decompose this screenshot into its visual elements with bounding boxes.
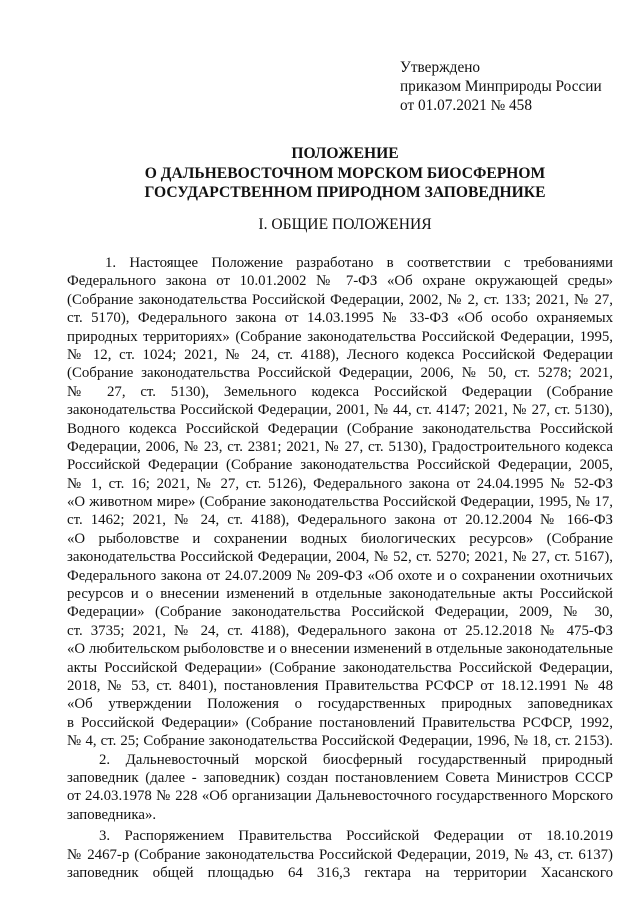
text-line: Российской Федерации (Собрание законодательства Российской Федерации, 2005, bbox=[67, 457, 613, 474]
text-line: (Собрание законодательства Российской Федерации, 2002, № 2, ст. 133; 2021, № 27, bbox=[67, 291, 613, 308]
text-line: ст. 5170), Федерального закона от 14.03.1995 № 33-ФЗ «Об особо охраняемых bbox=[67, 310, 613, 327]
approval-line-1: Утверждено bbox=[400, 59, 481, 76]
approval-stamp bbox=[400, 58, 602, 115]
document-title bbox=[60, 144, 630, 203]
text-line: от 24.03.1978 № 228 «Об организации Дальневосточного государственного Морского bbox=[67, 788, 613, 805]
text-line: законодательства Российской Федерации, 2001, № 44, ст. 4147; 2021, № 27, ст. 5130), bbox=[67, 402, 613, 419]
text-line: № 4, ст. 25; Собрание законодательства Российской Федерации, 1996, № 18, ст. 2153). bbox=[67, 733, 613, 750]
text-line: «О животном мире» (Собрание законодательства Российской Федерации, 1995, № 17, bbox=[67, 494, 613, 511]
approval-line-2: приказом Минприроды России bbox=[400, 78, 602, 95]
text-line: Водного кодекса Российской Федерации (Собрание законодательства Российской bbox=[67, 420, 613, 437]
text-line: ст. 1462; 2021, № 24, ст. 4188), Федерального закона от 20.12.2004 № 166-ФЗ bbox=[67, 512, 613, 529]
text-line: 3. Распоряжением Правительства Российской Федерации от 18.10.2019 bbox=[99, 828, 613, 845]
title-line-3: ГОСУДАРСТВЕННОМ ПРИРОДНОМ ЗАПОВЕДНИКЕ bbox=[144, 184, 546, 201]
text-line: «Об утверждении Положения о государственных природных заповедниках bbox=[67, 696, 613, 713]
text-line: заповедник (далее - заповедник) создан постановлением Совета Министров СССР bbox=[67, 769, 613, 786]
text-line: ресурсов и о внесении изменений в отдельные законодательные акты Российской bbox=[67, 586, 613, 603]
text-line: природных территориях» (Собрание законодательства Российской Федерации, 1995, bbox=[67, 328, 613, 345]
text-line: 2. Дальневосточный морской биосферный государственный природный bbox=[99, 751, 613, 768]
text-line: ст. 3735; 2021, № 24, ст. 4188), Федерального закона от 25.12.2018 № 475-ФЗ bbox=[67, 622, 613, 639]
section-heading: I. ОБЩИЕ ПОЛОЖЕНИЯ bbox=[258, 216, 432, 233]
paragraph-2 bbox=[67, 751, 613, 825]
approval-line-3: от 01.07.2021 № 458 bbox=[400, 97, 532, 114]
text-line: Федерального закона от 24.07.2009 № 209-ФЗ «Об охоте и о сохранении охотничьих bbox=[67, 567, 613, 584]
text-line: «О любительском рыболовстве и о внесении изменений в отдельные законодательные bbox=[67, 641, 613, 658]
text-line: заповедник общей площадью 64 316,3 гектара на территории Хасанского bbox=[67, 864, 613, 881]
body-text bbox=[67, 254, 613, 882]
paragraph-3 bbox=[67, 827, 613, 882]
paragraph-1 bbox=[67, 254, 613, 751]
text-line: акты Российской Федерации» (Собрание законодательства Российской Федерации, bbox=[67, 659, 613, 676]
text-line: в Российской Федерации» (Собрание постановлений Правительства РСФСР, 1992, bbox=[67, 714, 613, 731]
text-line: Федерации, 2006, № 23, ст. 2381; 2021, № 27, ст. 5130), Градостроительного кодекса bbox=[67, 438, 613, 455]
title-line-2: О ДАЛЬНЕВОСТОЧНОМ МОРСКОМ БИОСФЕРНОМ bbox=[144, 164, 546, 182]
text-line: заповедника». bbox=[67, 806, 157, 823]
text-line: Федерации» (Собрание законодательства Российской Федерации, 2009, № 30, bbox=[67, 604, 613, 621]
text-line: Федерального закона от 10.01.2002 № 7-ФЗ «Об охране окружающей среды» bbox=[67, 273, 613, 290]
text-line: 1. Настоящее Положение разработано в соответствии с требованиями bbox=[105, 255, 613, 271]
text-line: (Собрание законодательства Российской Федерации, 2006, № 50, ст. 5278; 2021, bbox=[67, 365, 613, 382]
text-line: законодательства Российской Федерации, 2004, № 52, ст. 5270; 2021, № 27, ст. 5167), bbox=[67, 549, 613, 566]
text-line: № 27, ст. 5130), Земельного кодекса Российской Федерации (Собрание bbox=[67, 383, 613, 400]
text-line: № 1, ст. 16; 2021, № 27, ст. 5126), Федерального закона от 24.04.1995 № 52-ФЗ bbox=[67, 475, 613, 492]
text-line: «О рыболовстве и сохранении водных биологических ресурсов» (Собрание bbox=[67, 530, 613, 547]
text-line: 2018, № 53, ст. 8401), постановления Правительства РСФСР от 18.12.1991 № 48 bbox=[67, 677, 613, 694]
text-line: № 2467-р (Собрание законодательства Российской Федерации, 2019, № 43, ст. 6137) bbox=[67, 846, 613, 863]
text-line: № 12, ст. 1024; 2021, № 24, ст. 4188), Лесного кодекса Российской Федерации bbox=[67, 346, 613, 363]
title-line-1: ПОЛОЖЕНИЕ bbox=[291, 145, 399, 162]
